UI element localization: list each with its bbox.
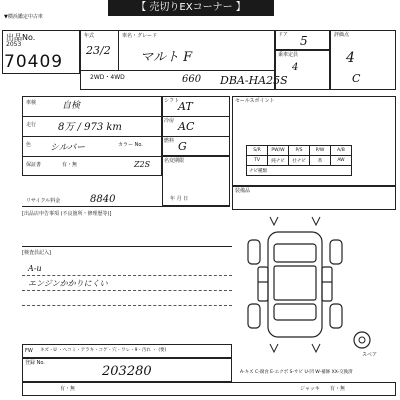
drive-type: 2WD・4WD <box>90 74 125 81</box>
lot-label: 出品No. <box>6 33 36 42</box>
score-value: 4 <box>346 50 355 66</box>
score-box <box>330 30 396 90</box>
options-table <box>246 145 352 176</box>
interior-grade: C <box>352 72 361 85</box>
sales-point-label: セールスポイント <box>235 98 275 104</box>
fuel-label: 燃料 <box>164 138 175 144</box>
option-sr: S/R <box>247 146 268 156</box>
engine-cc: 660 <box>182 74 202 85</box>
fuel-value: G <box>178 140 187 153</box>
damage-code-legend: A-キズ C-腐食 E-エクボ S-サビ U-凹 W-補修 XX-交換済 <box>240 370 353 375</box>
spare-label: スペア <box>362 352 378 358</box>
option-pwr-window: PW/W <box>268 146 289 156</box>
jack-label: ジャッキ <box>300 386 320 392</box>
warranty-value: 有・無 <box>62 162 78 168</box>
model-value: マルト F <box>140 50 193 65</box>
option-ps: P/S <box>289 146 310 156</box>
color-no-label: カラー No. <box>118 142 143 148</box>
seats-value: 4 <box>292 62 299 73</box>
inspector-note-2: エンジンかかりにくい <box>28 279 108 288</box>
car-diagram <box>240 212 350 357</box>
option-leather: 革 <box>310 156 331 166</box>
page-title: 【 売切りEXコーナー 】 <box>108 0 274 16</box>
owner-date: 年 月 日 <box>170 196 189 202</box>
option-aw: AW <box>331 156 352 166</box>
year-label: 年式 <box>84 33 95 39</box>
door-label: ドア <box>278 32 288 38</box>
shift-label: シフト <box>164 98 180 104</box>
warranty-label: 保証書 <box>26 162 42 168</box>
inspection-value: 自検 <box>62 101 81 111</box>
inspection-label: 車検 <box>26 100 37 106</box>
registration-label: 登録 No. <box>25 360 45 366</box>
spare-tire-icon <box>352 330 372 350</box>
recycle-label: リサイクル料金 <box>26 198 61 204</box>
option-aftermarket-nav: 社ナビ <box>289 156 310 166</box>
mileage-value: 8万 / 973 km <box>58 122 122 133</box>
option-nav-type: ナビ種類 <box>247 166 352 176</box>
option-ab: A/B <box>331 146 352 156</box>
spec-box <box>162 96 230 156</box>
fw-text: キズ・U ・ヘコミ・アラキ・コゲ・穴・ワレ・9・汚れ ・ (要) <box>40 348 167 353</box>
lot-number: 70409 <box>4 52 64 72</box>
chassis-code: DBA-HA25S <box>220 74 288 87</box>
lot-year-tag: 2053 <box>6 41 22 48</box>
jack-value: 有・無 <box>330 386 346 392</box>
aircon-label: 冷房 <box>164 118 175 124</box>
recycle-value: 8840 <box>90 194 116 205</box>
color-label: 色 <box>26 142 32 148</box>
remarks-label: 装備品 <box>235 188 251 194</box>
remarks-box <box>232 186 396 210</box>
fw-label: FW <box>25 348 33 354</box>
aircon-value: AC <box>178 120 195 133</box>
color-number: Z2S <box>134 160 151 169</box>
score-label: 評価点 <box>334 32 350 38</box>
seats-label: 乗車定員 <box>278 52 299 58</box>
mileage-label: 走行 <box>26 122 37 128</box>
model-label: 車名・グレード <box>122 33 158 39</box>
door-value: 5 <box>300 34 308 48</box>
top-note: ▼横浜鑑定中古車 <box>4 14 43 20</box>
inspector-label: [検査員記入] <box>22 250 51 256</box>
color-value: シルバー <box>50 143 86 153</box>
option-genuine-nav: 純ナビ <box>268 156 289 166</box>
registration-number: 203280 <box>102 364 152 379</box>
owner-label: 名変期限 <box>164 158 185 164</box>
plate-value: 有・無 <box>60 386 76 392</box>
notes-label: [出品店申告事項 (不良箇所・修理歴等)] <box>22 211 112 217</box>
year-value: 23/2 <box>86 44 111 57</box>
option-tv: TV <box>247 156 268 166</box>
shift-value: AT <box>178 100 193 113</box>
inspector-note-1: A-u <box>28 264 42 273</box>
option-pw: P/W <box>310 146 331 156</box>
